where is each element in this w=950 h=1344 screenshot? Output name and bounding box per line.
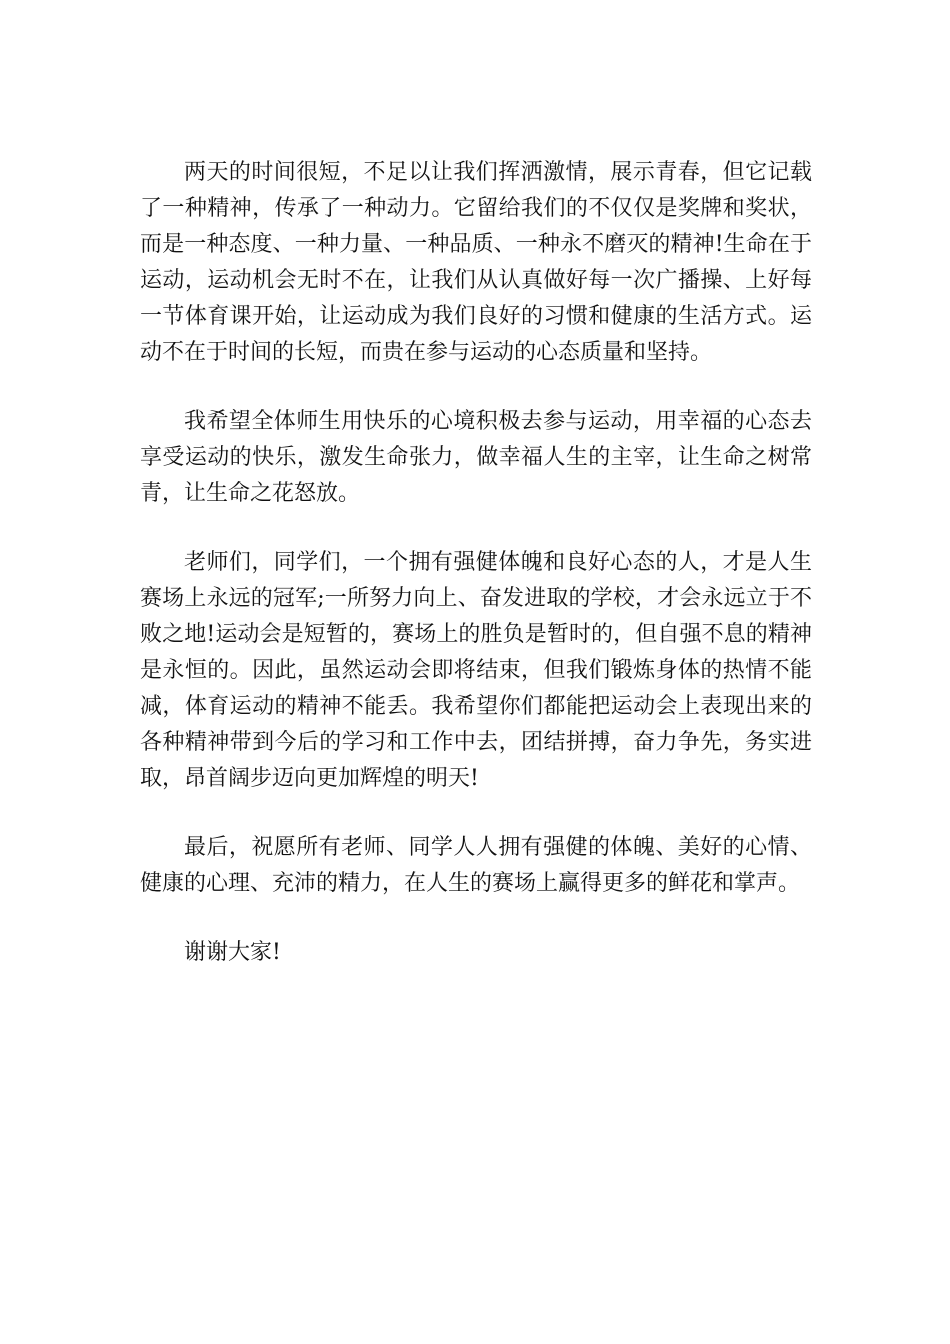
closing-thanks: 谢谢大家!	[184, 940, 281, 965]
paragraph-3: 老师们，同学们，一个拥有强健体魄和良好心态的人，才是人生赛场上永远的冠军;一所努力向上、奋发进取的学校，才会永远立于不败之地!运动会是短暂的，赛场上的胜负是暂时的，但自强不息的精神是永恒的。因此，虽然运动会即将结束，但我们锻炼身体的热情不能减，体育运动的精神不能丢。我希望你们都能把运动会上表现出来的各种精神带到今后的学习和工作中去，团结拼搏，奋力争先，务实进取，昂首阔步迈向更加辉煌的明天!	[140, 550, 812, 791]
paragraph-2: 我希望全体师生用快乐的心境积极去参与运动，用幸福的心态去享受运动的快乐，激发生命张力，做幸福人生的主宰，让生命之树常青，让生命之花怒放。	[140, 409, 812, 506]
paragraph-1: 两天的时间很短，不足以让我们挥洒激情，展示青春，但它记载了一种精神，传承了一种动力。它留给我们的不仅仅是奖牌和奖状，而是一种态度、一种力量、一种品质、一种永不磨灭的精神!生命在于运动，运动机会无时不在，让我们从认真做好每一次广播操、上好每一节体育课开始，让运动成为我们良好的习惯和健康的生活方式。运动不在于时间的长短，而贵在参与运动的心态质量和坚持。	[140, 160, 812, 365]
paragraph-4: 最后，祝愿所有老师、同学人人拥有强健的体魄、美好的心情、健康的心理、充沛的精力，在人生的赛场上赢得更多的鲜花和掌声。	[140, 835, 812, 896]
document-body	[140, 155, 812, 971]
